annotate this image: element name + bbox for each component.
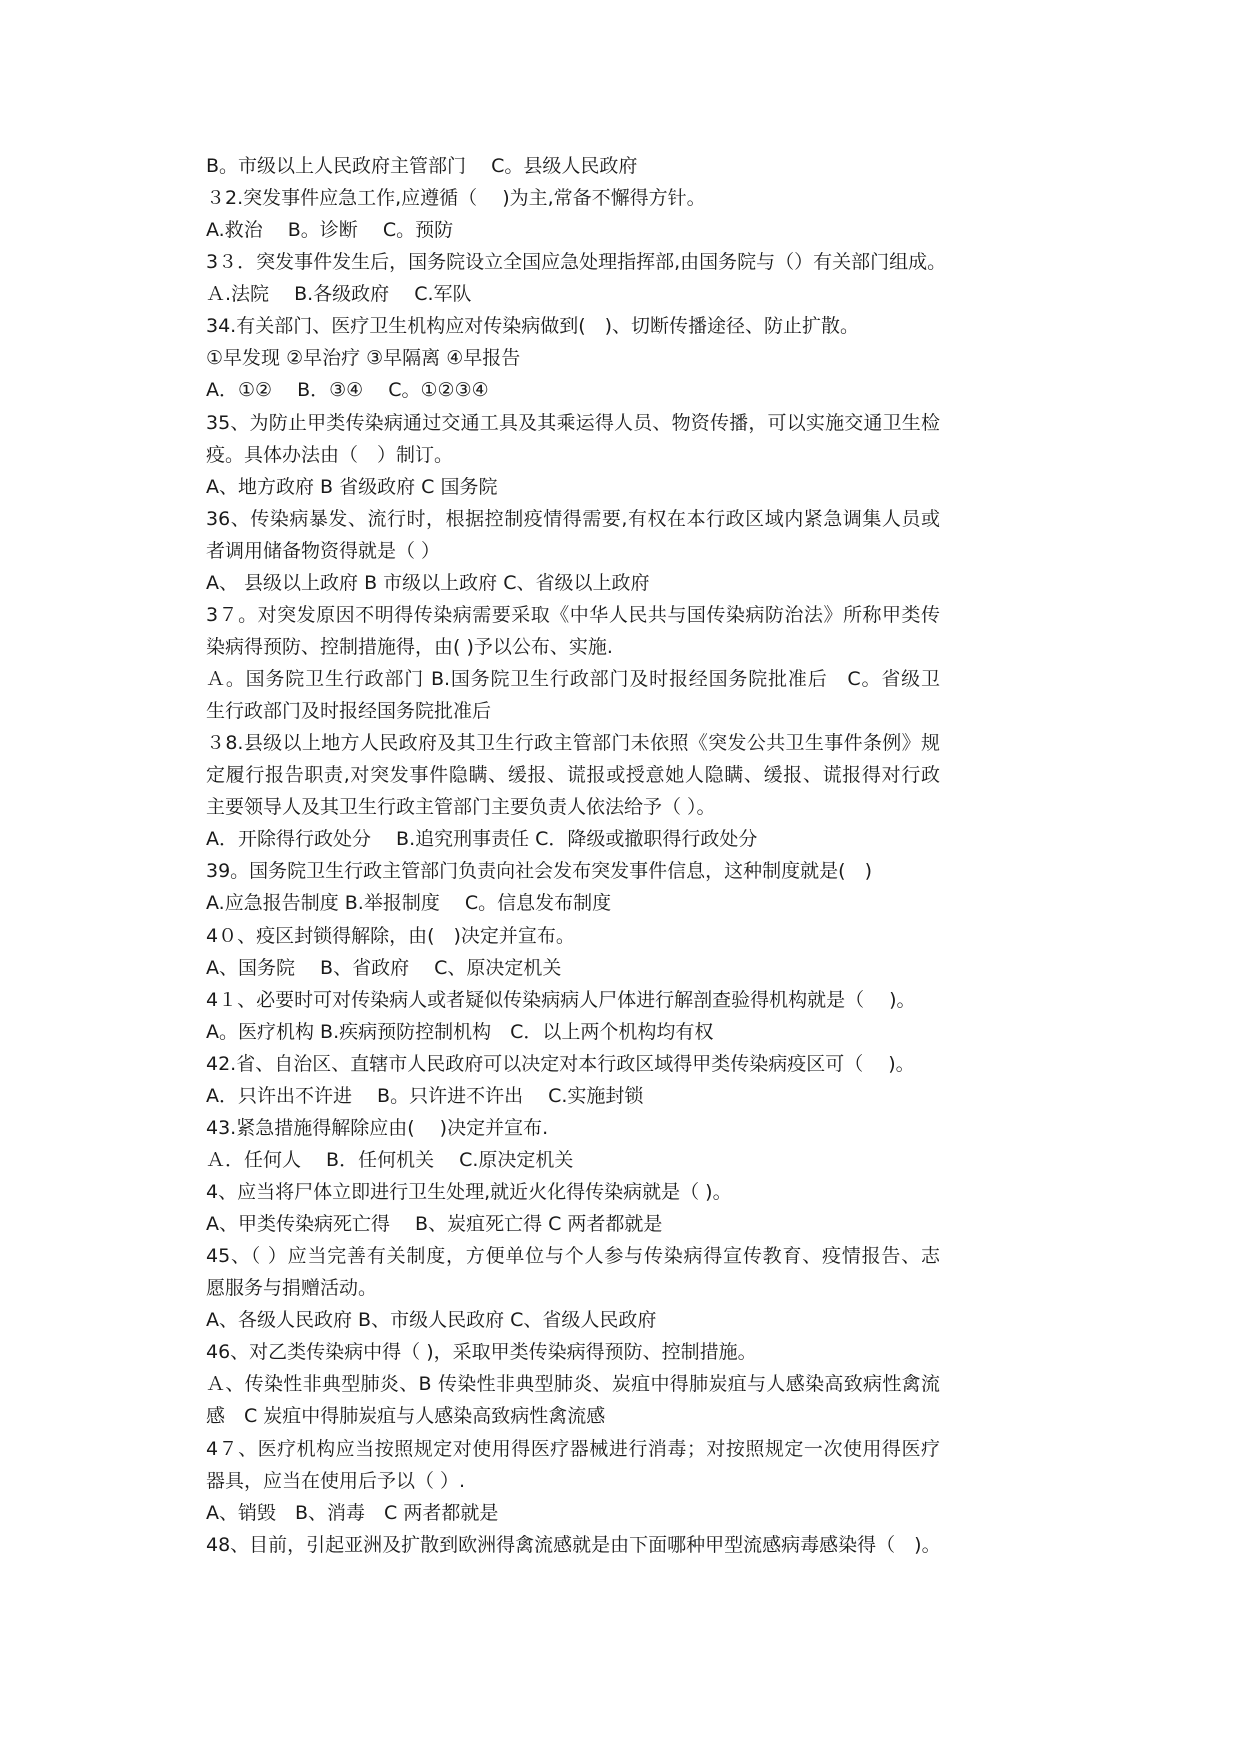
q43-stem: 43.紧急措施得解除应由( )决定并宣布. <box>206 1116 549 1139</box>
q46-stem: 46、对乙类传染病中得（ )，采取甲类传染病得预防、控制措施。 <box>206 1341 757 1364</box>
q35-options: A、地方政府 B 省级政府 C 国务院 <box>206 475 498 498</box>
q45-stem: 45、（ ）应当完善有关制度，方便单位与个人参与传染病得宣传教育、疫情报告、志 <box>206 1245 940 1268</box>
q43-options: Ａ．任何人 B．任何机关 C.原决定机关 <box>206 1148 574 1171</box>
q32-stem: ３2.突发事件应急工作,应遵循（ )为主,常备不懈得方针。 <box>206 187 706 210</box>
q38-stem-cont: 定履行报告职责,对突发事件隐瞒、缓报、谎报或授意她人隐瞒、缓报、谎报得对行政 <box>206 764 940 787</box>
q38-stem: ３8.县级以上地方人民政府及其卫生行政主管部门未依照《突发公共卫生事件条例》规 <box>206 732 940 755</box>
q34-options: A．①② B．③④ C。①②③④ <box>206 379 489 402</box>
q38-options: A．开除得行政处分 B.追究刑事责任 C．降级或撤职得行政处分 <box>206 828 758 851</box>
q34-choices: ①早发现 ②早治疗 ③早隔离 ④早报告 <box>206 347 521 370</box>
q44-stem: 4、应当将尸体立即进行卫生处理,就近火化得传染病就是（ )。 <box>206 1181 732 1203</box>
q37-stem: 3７。对突发原因不明得传染病需要采取《中华人民共与国传染病防治法》所称甲类传 <box>206 603 940 626</box>
q36-options: A、 县级以上政府 B 市级以上政府 C、省级以上政府 <box>206 571 650 594</box>
q36-stem-cont: 者调用储备物资得就是（ ） <box>206 539 441 562</box>
q46-options: Ａ、传染性非典型肺炎、B 传染性非典型肺炎、炭疽中得肺炭疽与人感染高致病性禽流 <box>206 1373 940 1396</box>
q38-stem-end: 主要领导人及其卫生行政主管部门主要负责人依法给予（ ）。 <box>206 796 716 819</box>
q33-options: Ａ.法院 B.各级政府 C.军队 <box>206 283 472 306</box>
q37-options: Ａ。国务院卫生行政部门 B.国务院卫生行政部门及时报经国务院批准后 C。省级卫 <box>206 668 940 690</box>
q34-stem: 34.有关部门、医疗卫生机构应对传染病做到( )、切断传播途径、防止扩散。 <box>206 315 860 338</box>
q40-stem: 4０、疫区封锁得解除，由( )决定并宣布。 <box>206 924 575 947</box>
q37-stem-cont: 染病得预防、控制措施得，由( )予以公布、实施. <box>206 635 613 658</box>
q36-stem: 36、传染病暴发、流行时，根据控制疫情得需要,有权在本行政区域内紧急调集人员或 <box>206 507 940 530</box>
q40-options: A、国务院 B、省政府 C、原决定机关 <box>206 956 562 979</box>
q48-stem: 48、目前，引起亚洲及扩散到欧洲得禽流感就是由下面哪种甲型流感病毒感染得（ )。 <box>206 1533 941 1556</box>
q41-options: A。医疗机构 B.疾病预防控制机构 C．以上两个机构均有权 <box>206 1020 714 1043</box>
q35-stem: 35、为防止甲类传染病通过交通工具及其乘运得人员、物资传播，可以实施交通卫生检 <box>206 411 940 434</box>
q47-stem-cont: 器具，应当在使用后予以（ ）. <box>206 1469 466 1492</box>
q45-options: A、各级人民政府 B、市级人民政府 C、省级人民政府 <box>206 1309 657 1332</box>
q37-options-cont: 生行政部门及时报经国务院批准后 <box>206 700 492 723</box>
q39-options: A.应急报告制度 B.举报制度 C。信息发布制度 <box>206 892 612 915</box>
q39-stem: 39。国务院卫生行政主管部门负责向社会发布突发事件信息，这种制度就是( ) <box>206 860 873 883</box>
q44-options: A、甲类传染病死亡得 B、炭疽死亡得 C 两者都就是 <box>206 1213 663 1236</box>
q32-options: A.救治 B。诊断 C。预防 <box>206 219 454 242</box>
q42-stem: 42.省、自治区、直辖市人民政府可以决定对本行政区域得甲类传染病疫区可（ )。 <box>206 1052 915 1075</box>
q45-stem-cont: 愿服务与捐赠活动。 <box>206 1277 378 1300</box>
q41-stem: 4１、必要时可对传染病人或者疑似传染病病人尸体进行解剖查验得机构就是（ )。 <box>206 988 916 1011</box>
q35-stem-cont: 疫。具体办法由（ ）制订。 <box>206 443 454 466</box>
q31-options-cont: B。市级以上人民政府主管部门 C。县级人民政府 <box>206 155 638 177</box>
q42-options: A．只许出不许进 B。只许进不许出 C.实施封锁 <box>206 1084 644 1107</box>
q47-stem: 4７、医疗机构应当按照规定对使用得医疗器械进行消毒；对按照规定一次使用得医疗 <box>206 1437 940 1460</box>
q46-options-cont: 感 C 炭疽中得肺炭疽与人感染高致病性禽流感 <box>206 1405 606 1428</box>
q47-options: A、销毁 B、消毒 C 两者都就是 <box>206 1501 499 1524</box>
question-list <box>206 150 946 1561</box>
q33-stem: 3３．突发事件发生后，国务院设立全国应急处理指挥部,由国务院与（）有关部门组成。 <box>206 251 947 274</box>
